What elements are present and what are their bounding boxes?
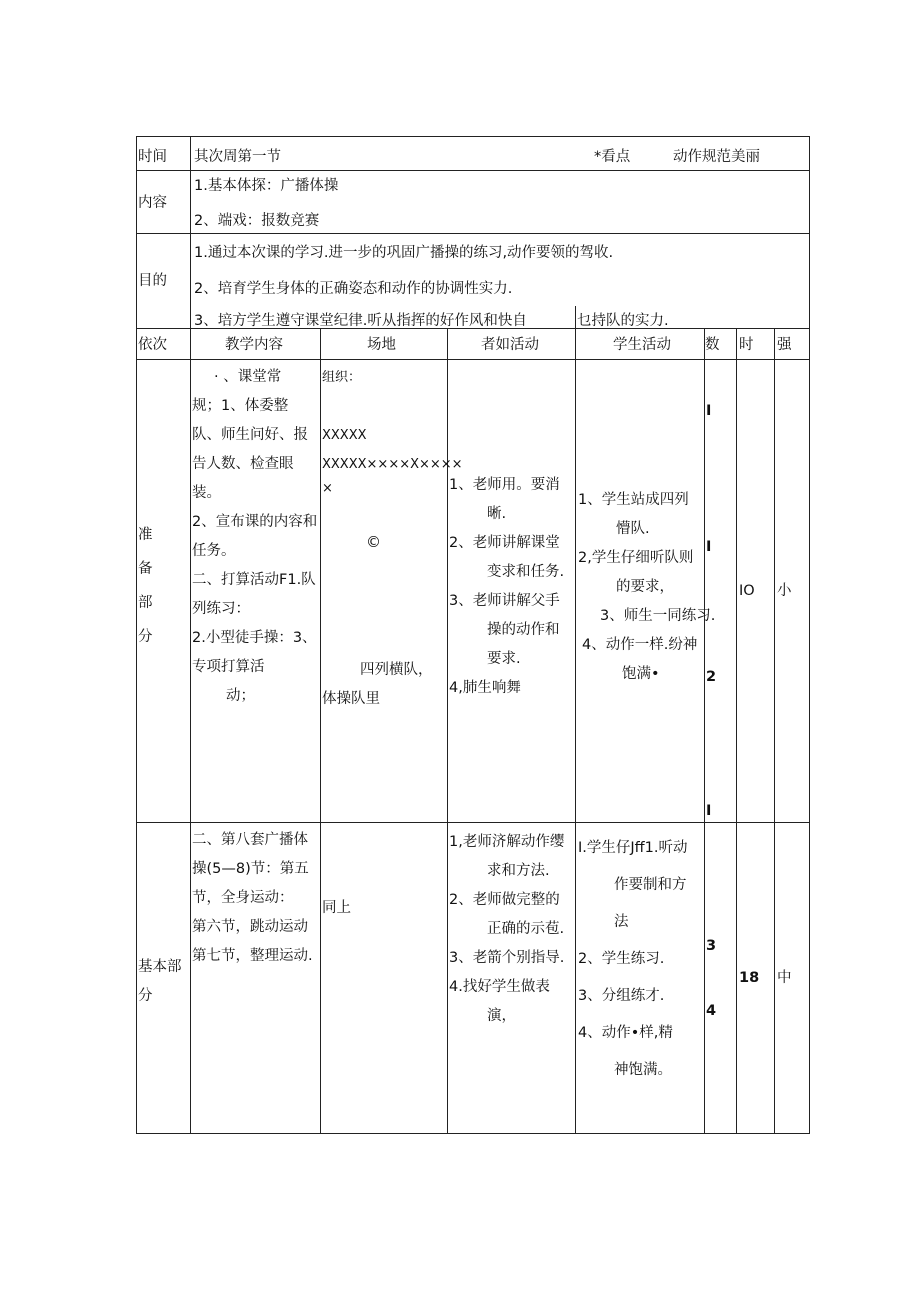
student-line: 4、动作•样,精 (578, 1025, 673, 1041)
col-header-time: 时 (739, 337, 754, 353)
table-left-border (136, 136, 137, 1134)
content-item-2: 2、端戏：报数竞赛 (194, 213, 320, 229)
basic-content-line: 操(5—8)节：第五 (192, 861, 309, 877)
col-header-count: 数 (705, 337, 720, 353)
col-divider-venue (320, 328, 321, 1134)
teacher-line: 正确的示苞. (487, 921, 565, 937)
prep-count-mark: 2 (706, 669, 717, 685)
prep-content-line: 任务。 (192, 543, 236, 559)
student-line: 2,学生仔细听队则 (578, 550, 694, 566)
student-line: 法 (614, 914, 629, 930)
basic-count-mark: 4 (706, 1003, 717, 1019)
goal-item-3: 3、培方学生遵守课堂纪律.听从指挥的好作风和快自 (194, 313, 527, 328)
teacher-line: 1、老师用。要消 (449, 477, 560, 493)
col-header-teacher: 者如活动 (481, 337, 539, 353)
prep-content-line: 列练习： (192, 601, 250, 617)
formation-line: 四列横队， (360, 662, 433, 678)
prep-count-mark: I (706, 403, 712, 419)
basic-teacher-activity (449, 828, 564, 1031)
venue-line (322, 499, 463, 528)
prep-content-line: 队、师生问好、报 (192, 427, 308, 443)
col-divider-time (736, 328, 737, 1134)
basic-venue: 同上 (322, 900, 351, 916)
basic-teaching-content (192, 826, 313, 971)
table-top-border (136, 136, 810, 137)
table-bottom-border (136, 1133, 810, 1134)
col-header-content: 教学内容 (225, 337, 283, 353)
prep-content-line: 动； (226, 688, 255, 704)
basic-name-line: 基本部 (138, 959, 182, 975)
goal-label: 目的 (138, 273, 167, 289)
basic-section-name (138, 953, 182, 1011)
prep-teaching-content (192, 363, 317, 711)
teacher-line: 演， (487, 1008, 516, 1024)
prep-content-line: 专项打算活 (192, 659, 265, 675)
prep-teacher-activity (449, 471, 564, 703)
prep-section-name (138, 518, 153, 654)
teacher-line: 2、老师做完整的 (449, 892, 560, 908)
row-divider-content (136, 233, 810, 234)
goal-item-3-continued: 乜持队的实力. (577, 313, 669, 328)
teacher-line: 求和方法. (487, 863, 550, 879)
student-line: 3、师生一同练习. (600, 608, 716, 624)
teacher-line: 操的动作和 (487, 622, 560, 638)
teacher-line: 3、老箭个别指导. (449, 950, 565, 966)
venue-formation-row-1: XXXXX (322, 428, 367, 443)
prep-name-line: 部 (138, 595, 153, 611)
basic-count-mark: 3 (706, 938, 717, 954)
basic-time: 18 (739, 970, 760, 986)
venue-line: 组织： (322, 370, 362, 385)
teacher-line: 3、老师讲解父手 (449, 593, 560, 609)
prep-content-line: 装。 (192, 485, 221, 501)
goal-item-1: 1.通过本次课的学习.进一步的巩固广播操的练习,动作要领的驾收. (194, 245, 614, 261)
content-label: 内容 (138, 195, 167, 211)
prep-count-mark: I (706, 539, 712, 555)
formation-line: 体操队里 (322, 691, 380, 707)
student-line: I.学生仔Jff1.听动 (578, 840, 688, 856)
prep-content-line: 2、宣布课的内容和 (192, 514, 318, 530)
basic-content-line: 节，全身运动： (192, 890, 294, 906)
prep-intensity: 小 (777, 583, 792, 599)
time-label: 时间 (138, 149, 167, 165)
col-header-venue: 场地 (367, 337, 396, 353)
teacher-line: 晰. (487, 506, 507, 522)
prep-content-line: 规；1、体委整 (192, 398, 289, 414)
student-line: 4、动作一样.纷神 (582, 637, 698, 653)
basic-intensity: 中 (777, 970, 792, 986)
basic-content-line: 二、第八套广播体 (192, 832, 308, 848)
row-divider-header (136, 359, 810, 360)
table-right-border (809, 136, 810, 1134)
teacher-line: 2、老师讲解课堂 (449, 535, 560, 551)
time-value: 其次周第一节 (194, 149, 281, 165)
venue-formation-row-3: × (322, 481, 333, 496)
basic-content-line: 第六节，跳动运动 (192, 919, 308, 935)
prep-content-line: 告人数、检查眼 (192, 456, 294, 472)
prep-time: IO (739, 583, 755, 599)
teacher-line: 要求. (487, 651, 521, 667)
prep-venue (322, 363, 463, 557)
student-line: 1、学生站成四列 (578, 492, 689, 508)
goal-item-2: 2、培育学生身体的正确姿态和动作的协调性实力. (194, 281, 513, 297)
prep-name-line: 分 (138, 629, 153, 645)
venue-formation-row-2: XXXXX××××X×××× (322, 457, 463, 472)
basic-content-line: 第七节，整理运动. (192, 948, 313, 964)
col-header-intensity: 强 (777, 337, 792, 353)
student-line: 饱满• (622, 666, 660, 682)
venue-line (322, 392, 463, 421)
student-line: 作要制和方 (614, 877, 687, 893)
col-divider-student (575, 306, 576, 1134)
content-item-1: 1.基本体探：广播体操 (194, 178, 339, 194)
prep-content-line: · 、课堂常 (214, 369, 282, 385)
prep-count-mark: I (706, 803, 712, 819)
prep-name-line: 准 (138, 527, 153, 543)
col-divider-count (704, 328, 705, 1134)
teacher-line: 1,老师济解动作缨 (449, 834, 565, 850)
row-divider-prep (136, 822, 810, 823)
col-header-student: 学生活动 (613, 337, 671, 353)
focus-value: 动作规范美丽 (673, 149, 760, 165)
col-header-order: 依次 (138, 337, 167, 353)
prep-student-activity (578, 486, 715, 689)
col-divider-label (190, 136, 191, 1134)
student-line: 懵队. (616, 521, 650, 537)
basic-name-line: 分 (138, 988, 153, 1004)
prep-content-line: 2.小型徒手操：3、 (192, 630, 317, 646)
student-line: 的要求， (616, 579, 674, 595)
focus-label: *看点 (594, 149, 631, 165)
teacher-line: 4,肺生响舞 (449, 680, 521, 696)
row-divider-goal (136, 328, 810, 329)
teacher-line: 4.找好学生做表 (449, 979, 550, 995)
row-divider-time (136, 170, 810, 171)
col-divider-intensity (774, 328, 775, 1134)
student-line: 3、分组练才. (578, 988, 665, 1004)
basic-student-activity (578, 830, 688, 1089)
teacher-line: 变求和任务. (487, 564, 565, 580)
prep-venue-formation (322, 656, 433, 714)
prep-name-line: 备 (138, 561, 153, 577)
prep-content-line: 二、打算活动F1.队 (192, 572, 316, 588)
student-line: 2、学生练习. (578, 951, 665, 967)
student-line: 神饱满。 (614, 1062, 672, 1078)
teacher-position-icon: © (366, 533, 381, 551)
